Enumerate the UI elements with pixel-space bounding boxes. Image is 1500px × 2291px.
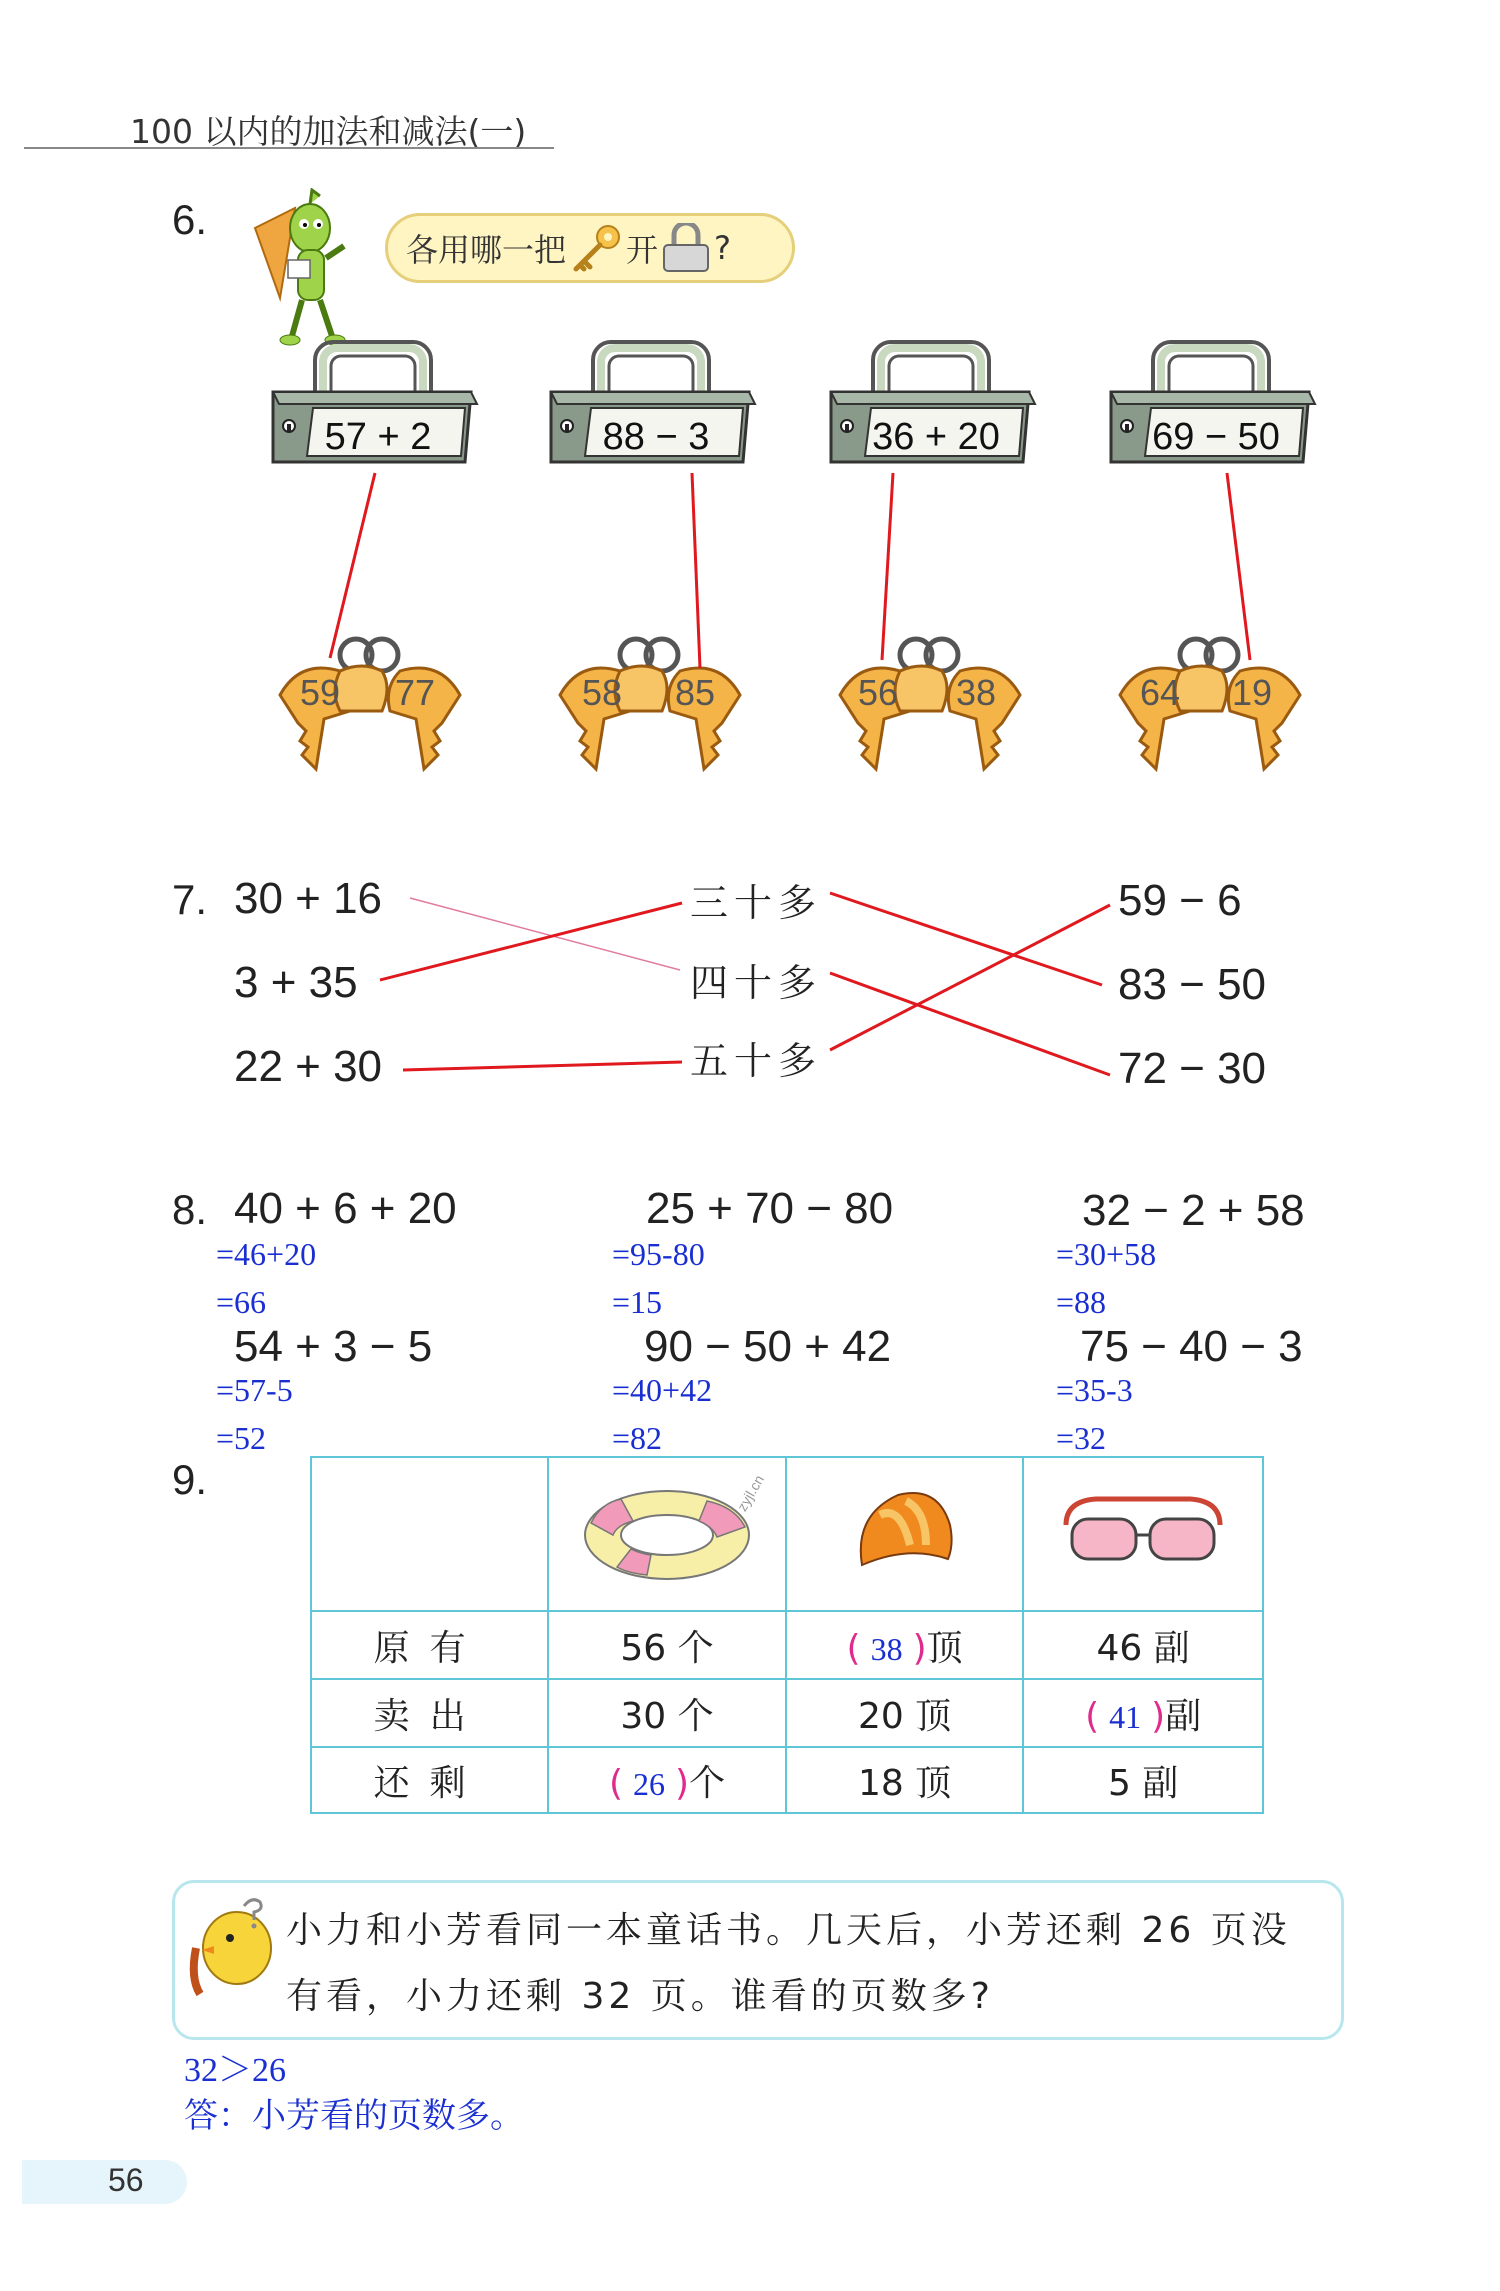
key-2-left-number: 58: [581, 672, 623, 713]
sold-goggles-answer: 41: [1109, 1698, 1142, 1735]
bubble-text-end: ?: [714, 229, 732, 267]
bubble-text-before: 各用哪一把: [406, 231, 567, 269]
lock-4-label: 69 − 50: [1152, 416, 1280, 458]
key-1-right-number: 77: [394, 672, 436, 713]
table-header-empty: [311, 1457, 548, 1611]
q7-matching-lines: [0, 0, 1500, 1120]
original-swim-caps-answer: 38: [870, 1630, 903, 1667]
q7-left-3: 22 + 30: [234, 1042, 383, 1091]
q7-middle-1: 三十多: [690, 881, 823, 925]
q7-right-2: 83 − 50: [1118, 960, 1267, 1009]
question-6-number: 6.: [172, 196, 208, 243]
tip-answer-text: 答：小芳看的页数多。: [184, 2096, 524, 2136]
thinking-chick-icon: [182, 1888, 282, 1998]
q8-problem-2-step1: =95-80: [612, 1236, 705, 1272]
remaining-goggles: 5 副: [1023, 1747, 1263, 1813]
q8-problem-1-step2: =66: [216, 1284, 267, 1320]
table-header-goggles: [1023, 1457, 1263, 1611]
q7-right-3: 72 − 30: [1118, 1044, 1267, 1093]
swim-goggles-icon: [1058, 1485, 1228, 1575]
row-label-original: 原有: [311, 1611, 548, 1679]
key-3-right-number: 38: [955, 672, 997, 713]
swim-cap-icon: [850, 1475, 960, 1585]
key-2-right-number: 85: [674, 672, 716, 713]
sold-swim-caps: 20 顶: [786, 1679, 1023, 1747]
q8-problem-5-step2: =82: [612, 1420, 663, 1456]
q9-stock-table: [310, 1456, 1264, 1814]
page-number-badge: [22, 2160, 187, 2204]
original-goggles: 46 副: [1023, 1611, 1263, 1679]
question-9-number: 9.: [172, 1456, 208, 1503]
lock-3-label: 36 + 20: [872, 416, 1000, 458]
q8-problem-2-step2: =15: [612, 1284, 663, 1320]
key-4-left-number: 64: [1139, 672, 1181, 713]
remaining-swim-caps: 18 顶: [786, 1747, 1023, 1813]
sold-goggles-cell: ( 41 )副: [1023, 1679, 1263, 1747]
q8-problem-2: 25 + 70 − 80: [646, 1184, 894, 1233]
q8-problem-6-step1: =35-3: [1056, 1372, 1133, 1408]
row-label-sold: 卖出: [311, 1679, 548, 1747]
q8-problem-5: 90 − 50 + 42: [644, 1322, 892, 1371]
original-swim-caps-unit: 顶: [926, 1627, 963, 1669]
bubble-text-after: 开: [626, 231, 659, 269]
lock-1-label: 57 + 2: [324, 416, 432, 458]
q7-right-1: 59 − 6: [1118, 876, 1242, 925]
q7-left-1: 30 + 16: [234, 874, 383, 923]
question-8-number: 8.: [172, 1186, 208, 1233]
original-swim-rings: 56 个: [548, 1611, 786, 1679]
q8-problem-4: 54 + 3 − 5: [234, 1322, 433, 1371]
page-number: 56: [108, 2162, 144, 2198]
remaining-swim-rings-unit: 个: [689, 1762, 726, 1804]
lock-2-label: 88 − 3: [602, 416, 710, 458]
q8-problem-1: 40 + 6 + 20: [234, 1184, 457, 1233]
tip-answer-calculation: 32＞26: [184, 2052, 286, 2089]
question-7-number: 7.: [172, 876, 208, 923]
sold-swim-rings: 30 个: [548, 1679, 786, 1747]
q8-problem-1-step1: =46+20: [216, 1236, 317, 1272]
q8-problem-6-step2: =32: [1056, 1420, 1107, 1456]
remaining-swim-rings-answer: 26: [633, 1765, 666, 1802]
q8-problem-6: 75 − 40 − 3: [1080, 1322, 1303, 1371]
q8-problem-5-step1: =40+42: [612, 1372, 713, 1408]
watermark: zyjl.cn: [733, 1472, 768, 1514]
sold-goggles-unit: 副: [1165, 1695, 1202, 1737]
table-header-swim-cap: [786, 1457, 1023, 1611]
row-label-remaining: 还剩: [311, 1747, 548, 1813]
table-header-swim-ring: [548, 1457, 786, 1611]
q7-middle-2: 四十多: [690, 961, 823, 1005]
key-3-left-number: 56: [857, 672, 899, 713]
q8-problem-4-step1: =57-5: [216, 1372, 293, 1408]
remaining-swim-rings-cell: ( 26 )个: [548, 1747, 786, 1813]
original-swim-caps-cell: ( 38 )顶: [786, 1611, 1023, 1679]
q7-middle-3: 五十多: [690, 1039, 823, 1083]
key-1-left-number: 59: [299, 672, 341, 713]
key-4-right-number: 19: [1231, 672, 1273, 713]
q8-problem-3: 32 − 2 + 58: [1082, 1186, 1305, 1235]
q8-problem-3-step2: =88: [1056, 1284, 1107, 1320]
q7-left-2: 3 + 35: [234, 958, 358, 1007]
thinking-tip-text: 小力和小芳看同一本童话书。几天后，小芳还剩 26 页没有看，小力还剩 32 页。谁看的页数多?: [286, 1910, 1291, 2017]
q8-problem-4-step2: =52: [216, 1420, 267, 1456]
chapter-title: 100 以内的加法和减法(一): [130, 112, 527, 151]
swim-ring-icon: [577, 1475, 757, 1585]
q8-problem-3-step1: =30+58: [1056, 1236, 1157, 1272]
